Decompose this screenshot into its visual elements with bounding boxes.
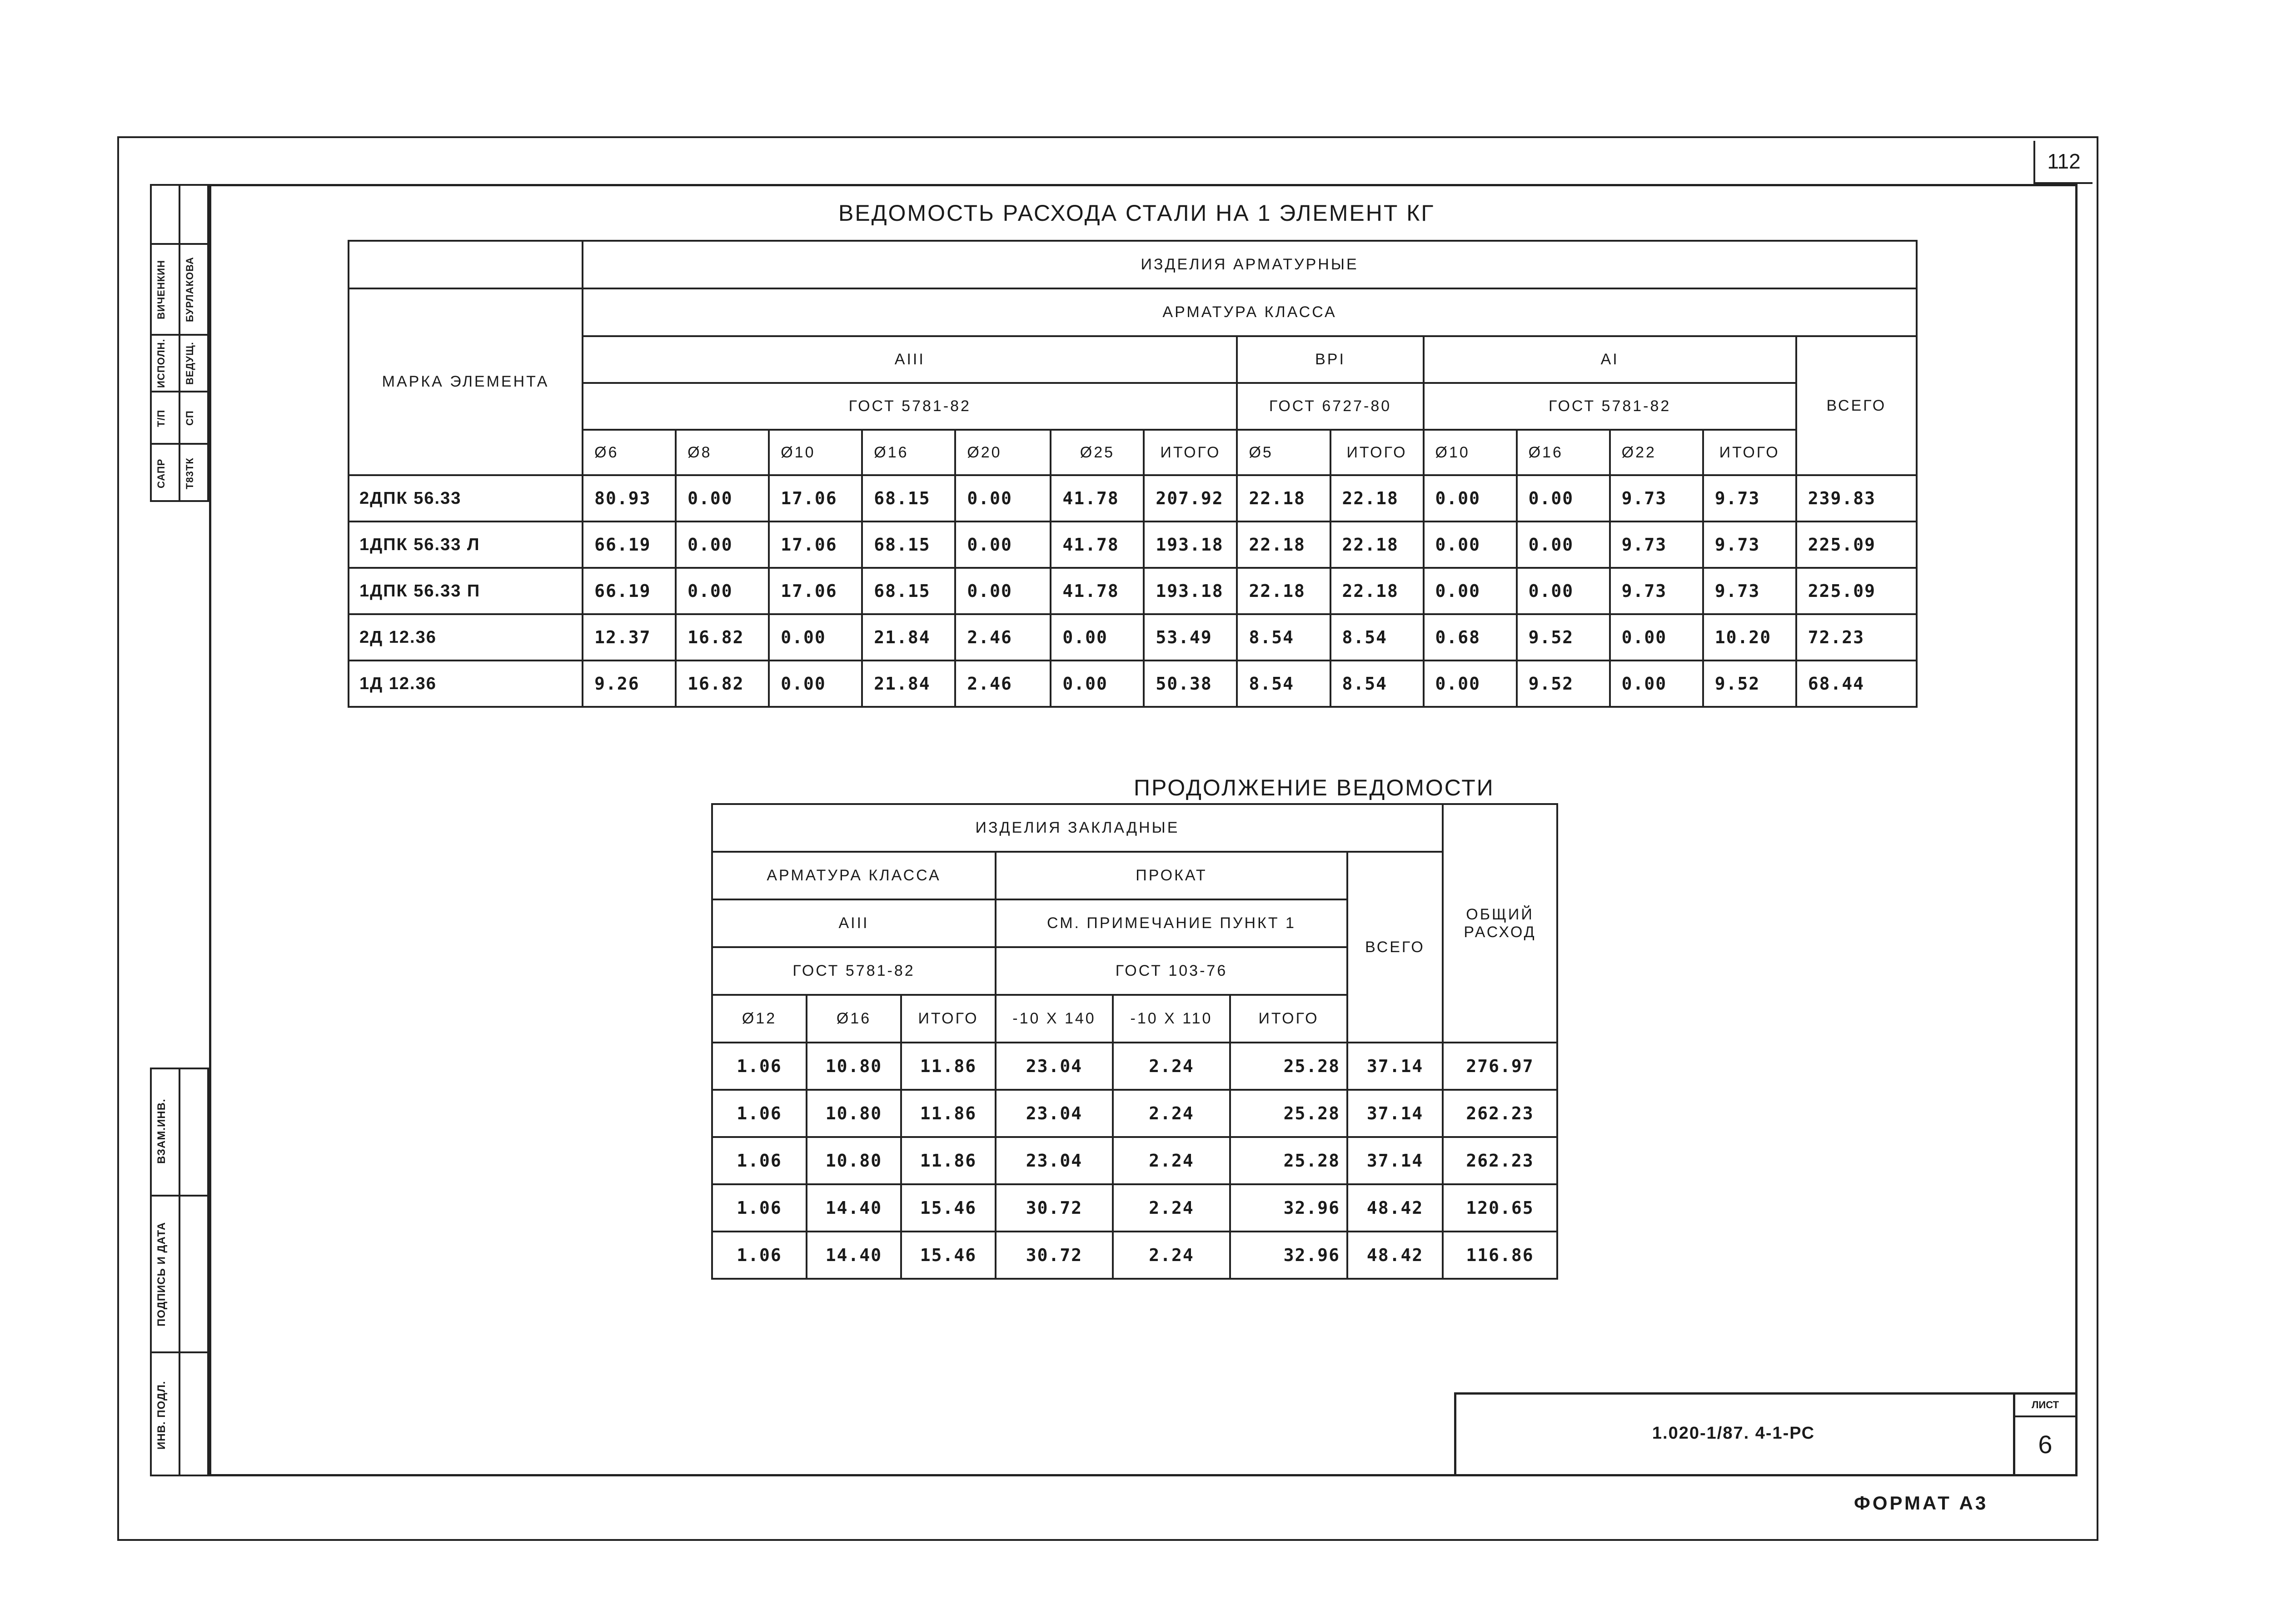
steel-table-body xyxy=(349,475,1917,707)
table-row xyxy=(712,1232,1557,1279)
table-cell: 116.86 xyxy=(1443,1232,1557,1279)
table-cell: 17.06 xyxy=(769,475,862,521)
table-cell: 25.28 xyxy=(1230,1090,1347,1137)
table-row xyxy=(712,1184,1557,1232)
header-overall-line2: РАСХОД xyxy=(1464,923,1536,941)
sheet-value: 6 xyxy=(2038,1430,2053,1459)
table-cell: 0.00 xyxy=(1517,568,1610,614)
header-class-ai: АI xyxy=(1424,336,1796,383)
header-embedded: ИЗДЕЛИЯ ЗАКЛАДНЫЕ xyxy=(712,804,1443,852)
binding-divider xyxy=(179,184,180,502)
element-mark: 1Д 12.36 xyxy=(349,661,583,707)
table-cell: 1.06 xyxy=(712,1232,807,1279)
table-cell: 68.44 xyxy=(1796,661,1917,707)
table-cell: 0.00 xyxy=(676,521,769,568)
binding-name: ВЕДУЩ. xyxy=(184,342,195,385)
table-cell: 207.92 xyxy=(1144,475,1237,521)
table-cell: 276.97 xyxy=(1443,1043,1557,1090)
table-cell: 50.38 xyxy=(1144,661,1237,707)
header-gost-rolled: ГОСТ 103-76 xyxy=(996,947,1347,995)
table-cell: 0.00 xyxy=(1610,661,1703,707)
header-corner xyxy=(349,241,583,288)
table-cell: 8.54 xyxy=(1330,661,1424,707)
table-cell: 2.24 xyxy=(1113,1184,1230,1232)
table-cell: 72.23 xyxy=(1796,614,1917,661)
continuation-table xyxy=(711,803,1558,1280)
binding-role: Т/П xyxy=(155,409,167,427)
table-cell: 11.86 xyxy=(901,1137,996,1184)
table-cell: 0.00 xyxy=(1424,475,1517,521)
table-cell: 193.18 xyxy=(1144,568,1237,614)
column-header: -10 X 140 xyxy=(996,995,1113,1043)
table-cell: 23.04 xyxy=(996,1090,1113,1137)
table-cell: 80.93 xyxy=(583,475,676,521)
main-title: ВЕДОМОСТЬ РАСХОДА СТАЛИ НА 1 ЭЛЕМЕНТ КГ xyxy=(838,200,1435,226)
table-cell: 8.54 xyxy=(1237,614,1330,661)
table-cell: 0.00 xyxy=(676,475,769,521)
diameter-header: Ø8 xyxy=(676,430,769,475)
table-cell: 0.00 xyxy=(955,475,1051,521)
element-mark: 1ДПК 56.33 П xyxy=(349,568,583,614)
header-total: ВСЕГО xyxy=(1347,852,1443,1043)
table-cell: 11.86 xyxy=(901,1090,996,1137)
binding-role: ИСПОЛН. xyxy=(155,338,167,388)
steel-consumption-table xyxy=(348,240,1918,708)
table-row xyxy=(349,521,1917,568)
table-cell: 262.23 xyxy=(1443,1090,1557,1137)
column-header: ИТОГО xyxy=(1230,995,1347,1043)
table-cell: 16.82 xyxy=(676,661,769,707)
sheet-label: ЛИСТ xyxy=(2015,1395,2075,1417)
binding-label-signature: ПОДПИСЬ И ДАТА xyxy=(155,1222,168,1327)
continuation-title: ПРОДОЛЖЕНИЕ ВЕДОМОСТИ xyxy=(1134,775,1495,800)
table-cell: 10.80 xyxy=(807,1043,901,1090)
table-cell: 0.00 xyxy=(1517,475,1610,521)
table-cell: 0.00 xyxy=(1424,521,1517,568)
table-cell: 22.18 xyxy=(1330,521,1424,568)
element-mark: 2Д 12.36 xyxy=(349,614,583,661)
table-cell: 2.24 xyxy=(1113,1137,1230,1184)
diameter-header: Ø5 xyxy=(1237,430,1330,475)
binding-role: ВИЧЕНКИН xyxy=(155,260,167,319)
table-cell: 23.04 xyxy=(996,1043,1113,1090)
table-cell: 2.46 xyxy=(955,661,1051,707)
header-rolled: ПРОКАТ xyxy=(996,852,1347,899)
table-cell: 17.06 xyxy=(769,521,862,568)
column-header: -10 X 110 xyxy=(1113,995,1230,1043)
table-cell: 37.14 xyxy=(1347,1090,1443,1137)
table-cell: 0.00 xyxy=(955,521,1051,568)
binding-name: БУРЛАКОВА xyxy=(184,257,195,323)
header-armature-class: АРМАТУРА КЛАССА xyxy=(712,852,996,899)
table-cell: 37.14 xyxy=(1347,1043,1443,1090)
table-cell: 22.18 xyxy=(1237,521,1330,568)
table-cell: 0.00 xyxy=(1424,661,1517,707)
table-row xyxy=(349,475,1917,521)
table-cell: 262.23 xyxy=(1443,1137,1557,1184)
table-cell: 9.73 xyxy=(1703,475,1796,521)
continuation-table-body xyxy=(712,1043,1557,1279)
binding-label-replace: ВЗАМ.ИНВ. xyxy=(155,1098,168,1164)
table-cell: 25.28 xyxy=(1230,1043,1347,1090)
table-cell: 68.15 xyxy=(862,521,955,568)
table-cell: 9.52 xyxy=(1517,661,1610,707)
table-cell: 32.96 xyxy=(1230,1232,1347,1279)
table-row xyxy=(349,568,1917,614)
table-cell: 15.46 xyxy=(901,1232,996,1279)
column-header: ИТОГО xyxy=(901,995,996,1043)
table-cell: 23.04 xyxy=(996,1137,1113,1184)
table-cell: 0.00 xyxy=(769,614,862,661)
binding-divider xyxy=(150,391,209,392)
table-cell: 225.09 xyxy=(1796,568,1917,614)
subtotal-header: ИТОГО xyxy=(1330,430,1424,475)
table-cell: 10.20 xyxy=(1703,614,1796,661)
table-cell: 8.54 xyxy=(1237,661,1330,707)
table-cell: 0.00 xyxy=(1051,661,1144,707)
document-code: 1.020-1/87. 4-1-РС xyxy=(1652,1424,1815,1443)
element-mark: 1ДПК 56.33 Л xyxy=(349,521,583,568)
binding-name: Т83ТК xyxy=(184,457,195,490)
table-cell: 0.00 xyxy=(676,568,769,614)
binding-label-original: ИНВ. ПОДЛ. xyxy=(155,1381,168,1450)
table-cell: 22.18 xyxy=(1237,475,1330,521)
table-cell: 21.84 xyxy=(862,614,955,661)
table-cell: 68.15 xyxy=(862,475,955,521)
element-mark: 2ДПК 56.33 xyxy=(349,475,583,521)
table-cell: 15.46 xyxy=(901,1184,996,1232)
diameter-header: Ø16 xyxy=(862,430,955,475)
table-cell: 8.54 xyxy=(1330,614,1424,661)
binding-role: САПР xyxy=(155,458,167,489)
table-cell: 41.78 xyxy=(1051,521,1144,568)
binding-divider xyxy=(150,334,209,336)
table-cell: 32.96 xyxy=(1230,1184,1347,1232)
table-cell: 9.73 xyxy=(1610,475,1703,521)
table-cell: 0.68 xyxy=(1424,614,1517,661)
header-class-aiii: АIII xyxy=(712,899,996,947)
table-cell: 9.26 xyxy=(583,661,676,707)
table-cell: 1.06 xyxy=(712,1043,807,1090)
header-overall-line1: ОБЩИЙ xyxy=(1466,905,1534,923)
table-cell: 30.72 xyxy=(996,1232,1113,1279)
subtotal-header: ИТОГО xyxy=(1144,430,1237,475)
table-cell: 9.52 xyxy=(1517,614,1610,661)
table-cell: 2.24 xyxy=(1113,1043,1230,1090)
column-header: Ø16 xyxy=(807,995,901,1043)
table-cell: 11.86 xyxy=(901,1043,996,1090)
header-gost-aiii: ГОСТ 5781-82 xyxy=(712,947,996,995)
header-class-aiii: АIII xyxy=(583,336,1237,383)
column-header: Ø12 xyxy=(712,995,807,1043)
table-cell: 1.06 xyxy=(712,1137,807,1184)
table-cell: 30.72 xyxy=(996,1184,1113,1232)
binding-divider xyxy=(150,243,209,245)
table-cell: 9.52 xyxy=(1703,661,1796,707)
table-cell: 22.18 xyxy=(1330,568,1424,614)
table-cell: 22.18 xyxy=(1330,475,1424,521)
table-cell: 22.18 xyxy=(1237,568,1330,614)
table-cell: 68.15 xyxy=(862,568,955,614)
diameter-header: Ø16 xyxy=(1517,430,1610,475)
header-gost-vpi: ГОСТ 6727-80 xyxy=(1237,383,1423,430)
table-cell: 9.73 xyxy=(1610,521,1703,568)
table-cell: 2.24 xyxy=(1113,1232,1230,1279)
table-cell: 14.40 xyxy=(807,1232,901,1279)
table-cell: 0.00 xyxy=(1051,614,1144,661)
header-overall xyxy=(1443,804,1557,1043)
binding-name: СП xyxy=(184,410,195,426)
table-cell: 0.00 xyxy=(1424,568,1517,614)
binding-divider xyxy=(150,1195,209,1197)
table-row xyxy=(712,1090,1557,1137)
header-total: ВСЕГО xyxy=(1796,336,1917,475)
table-cell: 17.06 xyxy=(769,568,862,614)
table-cell: 2.46 xyxy=(955,614,1051,661)
diameter-header: Ø10 xyxy=(769,430,862,475)
diameter-header: Ø10 xyxy=(1424,430,1517,475)
binding-divider xyxy=(150,1351,209,1353)
table-cell: 0.00 xyxy=(955,568,1051,614)
header-armature-class: АРМАТУРА КЛАССА xyxy=(583,288,1917,336)
table-cell: 48.42 xyxy=(1347,1184,1443,1232)
binding-divider xyxy=(150,443,209,445)
table-cell: 37.14 xyxy=(1347,1137,1443,1184)
format-label: ФОРМАТ А3 xyxy=(1854,1492,1988,1514)
table-cell: 21.84 xyxy=(862,661,955,707)
table-cell: 41.78 xyxy=(1051,568,1144,614)
binding-divider xyxy=(179,1068,180,1476)
subtotal-header: ИТОГО xyxy=(1703,430,1796,475)
table-cell: 41.78 xyxy=(1051,475,1144,521)
table-cell: 0.00 xyxy=(769,661,862,707)
table-cell: 120.65 xyxy=(1443,1184,1557,1232)
table-cell: 14.40 xyxy=(807,1184,901,1232)
table-cell: 10.80 xyxy=(807,1137,901,1184)
diameter-header: Ø25 xyxy=(1051,430,1144,475)
header-class-vpi: ВРI xyxy=(1237,336,1423,383)
table-cell: 25.28 xyxy=(1230,1137,1347,1184)
table-cell: 10.80 xyxy=(807,1090,901,1137)
table-row xyxy=(349,661,1917,707)
table-cell: 66.19 xyxy=(583,568,676,614)
table-cell: 2.24 xyxy=(1113,1090,1230,1137)
table-cell: 1.06 xyxy=(712,1090,807,1137)
table-cell: 193.18 xyxy=(1144,521,1237,568)
table-row xyxy=(349,614,1917,661)
table-cell: 225.09 xyxy=(1796,521,1917,568)
table-cell: 0.00 xyxy=(1517,521,1610,568)
table-row xyxy=(712,1043,1557,1090)
table-row xyxy=(712,1137,1557,1184)
diameter-header: Ø22 xyxy=(1610,430,1703,475)
header-products: ИЗДЕЛИЯ АРМАТУРНЫЕ xyxy=(583,241,1917,288)
table-cell: 53.49 xyxy=(1144,614,1237,661)
header-note: СМ. ПРИМЕЧАНИЕ ПУНКТ 1 xyxy=(996,899,1347,947)
table-cell: 0.00 xyxy=(1610,614,1703,661)
table-cell: 239.83 xyxy=(1796,475,1917,521)
table-cell: 9.73 xyxy=(1703,568,1796,614)
diameter-header: Ø6 xyxy=(583,430,676,475)
header-mark: МАРКА ЭЛЕМЕНТА xyxy=(349,288,583,475)
table-cell: 9.73 xyxy=(1703,521,1796,568)
table-cell: 1.06 xyxy=(712,1184,807,1232)
table-cell: 9.73 xyxy=(1610,568,1703,614)
header-gost-aiii: ГОСТ 5781-82 xyxy=(583,383,1237,430)
table-cell: 48.42 xyxy=(1347,1232,1443,1279)
header-gost-ai: ГОСТ 5781-82 xyxy=(1424,383,1796,430)
diameter-header: Ø20 xyxy=(955,430,1051,475)
table-cell: 66.19 xyxy=(583,521,676,568)
sheet-number: 112 xyxy=(2033,141,2093,184)
table-cell: 16.82 xyxy=(676,614,769,661)
table-cell: 12.37 xyxy=(583,614,676,661)
